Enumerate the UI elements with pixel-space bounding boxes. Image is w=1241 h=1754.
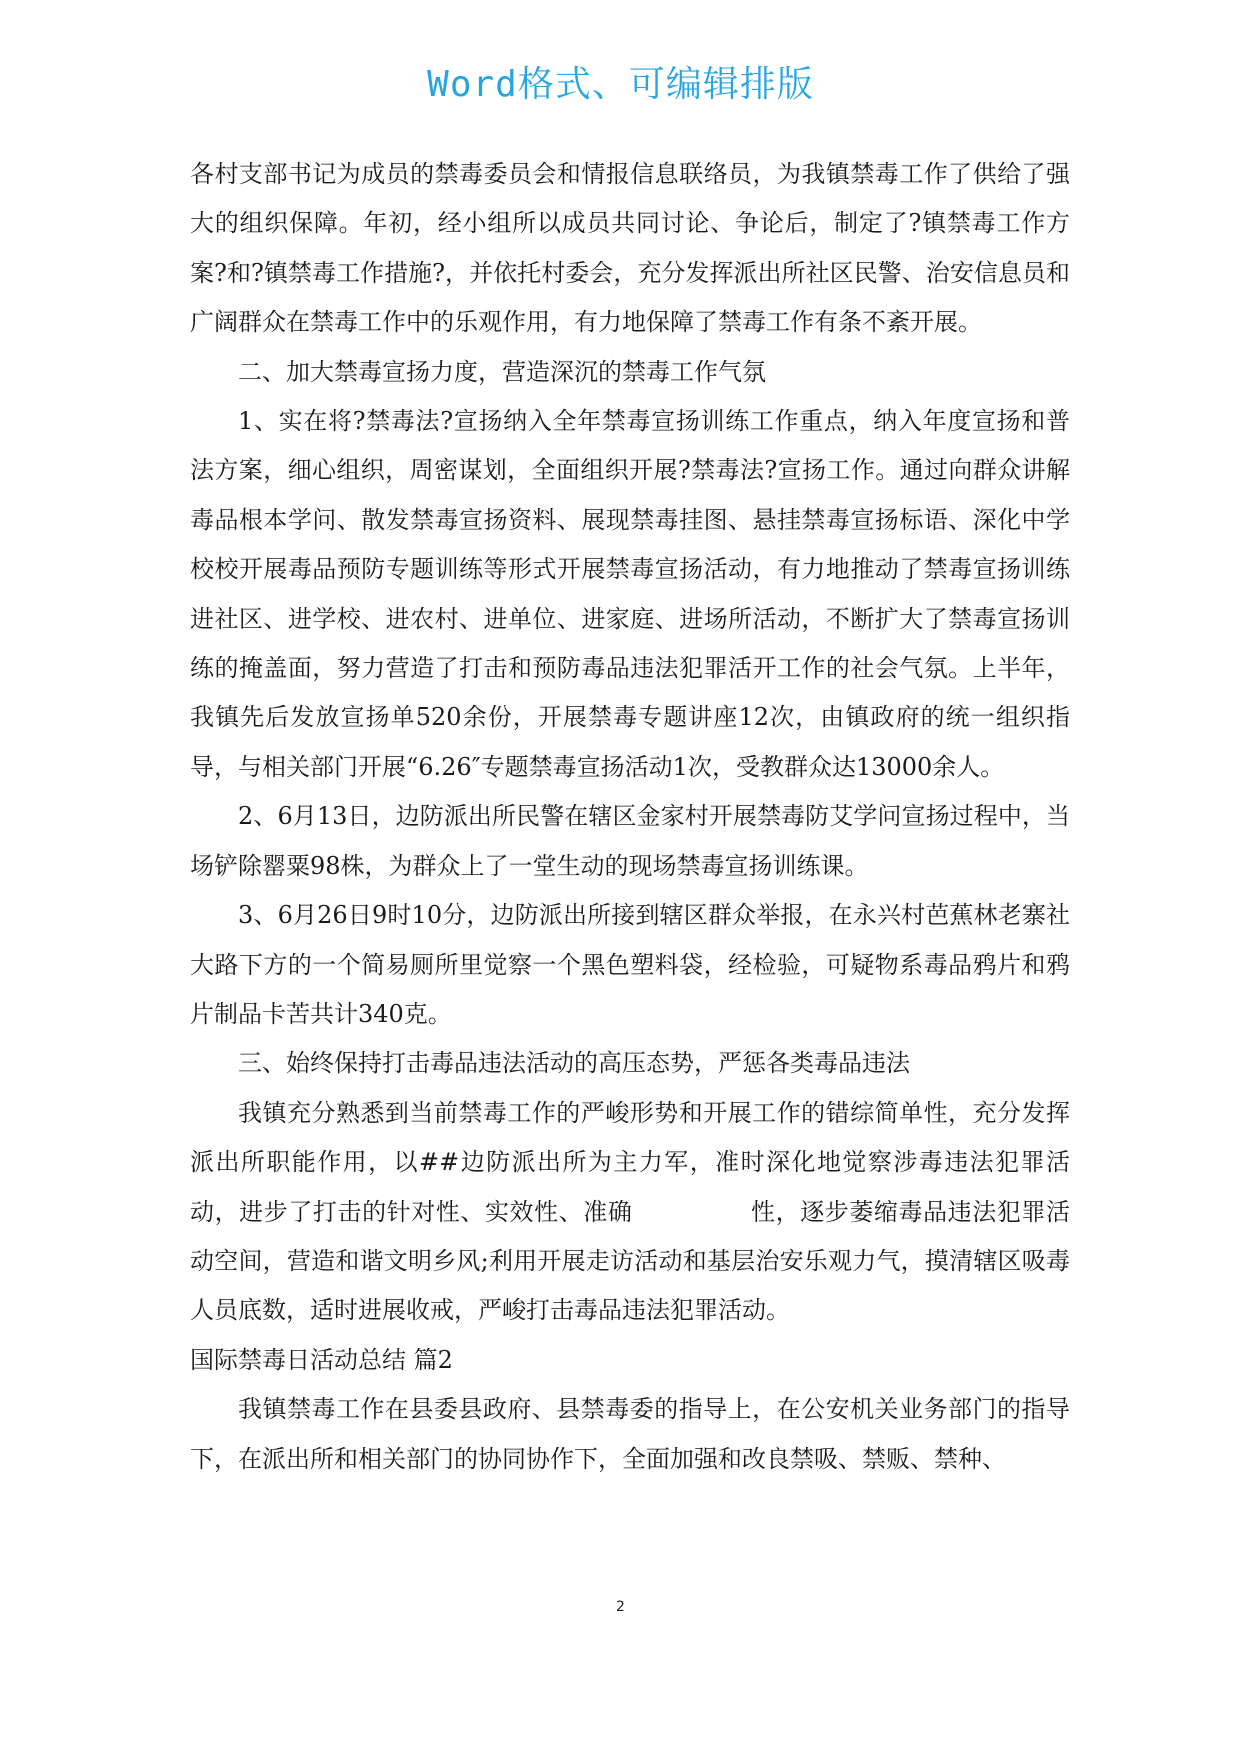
paragraph-item-3: 3、6月26日9时10分，边防派出所接到辖区群众举报，在永兴村芭蕉林老寨社大路下方的一个简易厕所里觉察一个黑色塑料袋，经检验，可疑物系毒品鸦片和鸦片制品卡苦共计340克。	[190, 901, 1070, 1028]
paragraph-enforcement	[190, 1089, 1070, 1336]
article-title-part-2: 国际禁毒日活动总结 篇2	[190, 1345, 453, 1374]
section-heading-3: 三、始终保持打击毒品违法活动的高压态势，严惩各类毒品违法	[238, 1049, 910, 1078]
paragraph-part-2-intro: 我镇禁毒工作在县委县政府、县禁毒委的指导上，在公安机关业务部门的指导下，在派出所和相关部门的协同协作下，全面加强和改良禁吸、禁贩、禁种、	[190, 1395, 1070, 1473]
document-header-title: Word格式、可编辑排版	[427, 64, 814, 105]
section-heading-2: 二、加大禁毒宣扬力度，营造深沉的禁毒工作气氛	[238, 357, 766, 386]
paragraph-item-2: 2、6月13日，边防派出所民警在辖区金家村开展禁毒防艾学问宣扬过程中，当场铲除罂粟98株，为群众上了一堂生动的现场禁毒宣扬训练课。	[190, 802, 1070, 880]
paragraph-continuation: 各村支部书记为成员的禁毒委员会和情报信息联络员，为我镇禁毒工作了供给了强大的组织保障。年初，经小组所以成员共同讨论、争论后，制定了?镇禁毒工作方案?和?镇禁毒工作措施?，并依托村委会，充分发挥派出所社区民警、治安信息员和广阔群众在禁毒工作中的乐观作用，有力地保障了禁毒工作有条不紊开展。	[190, 160, 1070, 337]
document-body	[190, 150, 1070, 1484]
paragraph-enforcement-part-1: 我镇充分熟悉到当前禁毒工作的严峻形势和开展工作的错综简单性，充分发挥派出所职能作用，以##边防派出所为主力军，准时深化地觉察涉毒违法犯罪活动，进步了打击的针对性、实效性、准确	[190, 1098, 1070, 1226]
paragraph-item-1: 1、实在将?禁毒法?宣扬纳入全年禁毒宣扬训练工作重点，纳入年度宣扬和普法方案，细心组织，周密谋划，全面组织开展?禁毒法?宣扬工作。通过向群众讲解毒品根本学问、散发禁毒宣扬资料、展现禁毒挂图、悬挂禁毒宣扬标语、深化中学校校开展毒品预防专题训练等形式开展禁毒宣扬活动，有力地推动了禁毒宣扬训练进社区、进学校、进农村、进单位、进家庭、进场所活动，不断扩大了禁毒宣扬训练的掩盖面，努力营造了打击和预防毒品违法犯罪活开工作的社会气氛。上半年，我镇先后发放宣扬单520余份，开展禁毒专题讲座12次，由镇政府的统一组织指导，与相关部门开展“6.26″专题禁毒宣扬活动1次，受教群众达13000余人。	[190, 407, 1070, 781]
page-number: 2	[616, 1599, 625, 1615]
paragraph-enforcement-part-2: 性，逐步萎缩毒品违法犯罪活动空间，营造和谐文明乡风;利用开展走访活动和基层治安乐观力气，摸清辖区吸毒人员底数，适时进展收戒，严峻打击毒品违法犯罪活动。	[190, 1197, 1071, 1325]
